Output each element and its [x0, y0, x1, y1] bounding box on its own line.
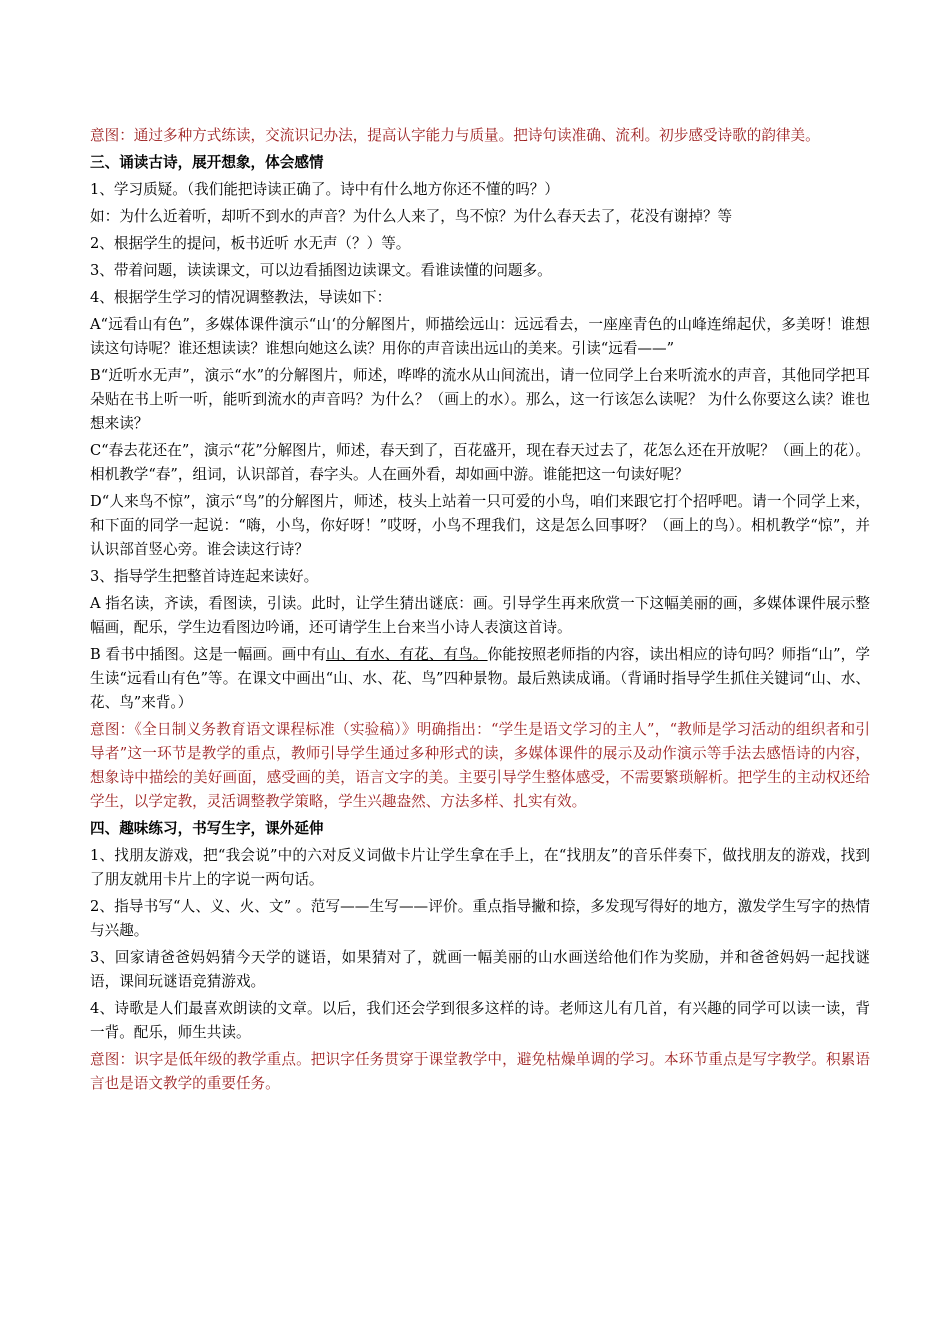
body-paragraph: 2、指导书写“人、义、火、文” 。范写——生写——评价。重点指导撇和捺，多发现写得好的地方，激发学生写字的热情与兴趣。	[90, 898, 870, 939]
body-paragraph: D“人来鸟不惊”，演示“鸟”的分解图片，师述，枝头上站着一只可爱的小鸟，咱们来跟它打个招呼吧。请一个同学上来，和下面的同学一起说：“嗨，小鸟，你好呀！”哎呀，小鸟不理我们，这是怎么回事呀？（画上的鸟）。相机教学“惊”，并认识部首竖心旁。谁会读这行诗？	[90, 493, 870, 558]
intent-paragraph: 意图：《全日制义务教育语文课程标准（实验稿）》明确指出：“学生是语文学习的主人”，“教师是学习活动的组织者和引导者”这一环节是教学的重点，教师引导学生通过多种形式的读，多媒体课件的展示及动作演示等手法去感悟诗的内容，想象诗中描绘的美好画面，感受画的美，语言文字的美。主要引导学生整体感受，不需要繁琐解析。把学生的主动权还给学生，以学定教，灵活调整教学策略，学生兴趣盎然、方法多样、扎实有效。	[90, 721, 870, 810]
section-heading: 四、趣味练习，书写生字，课外延伸	[90, 820, 324, 837]
text-run: B 看书中插图。这是一幅画。画中有	[90, 646, 326, 663]
body-paragraph: C“春去花还在”，演示“花”分解图片，师述，春天到了，百花盛开，现在春天过去了，花怎么还在开放呢？（画上的花）。相机教学“春”，组词，认识部首，春字头。人在画外看，却如画中游。谁能把这一句读好呢？	[90, 442, 870, 483]
body-paragraph: 2、根据学生的提问，板书近听 水无声（？）等。	[90, 235, 411, 252]
body-paragraph: 3、带着问题，读读课文，可以边看插图边读课文。看谁读懂的问题多。	[90, 262, 552, 279]
body-paragraph: 4、诗歌是人们最喜欢朗读的文章。以后，我们还会学到很多这样的诗。老师这儿有几首，有兴趣的同学可以读一读，背一背。配乐，师生共读。	[90, 1000, 870, 1041]
intent-paragraph: 意图：通过多种方式练读，交流识记办法，提高认字能力与质量。把诗句读准确、流利。初步感受诗歌的韵律美。	[90, 127, 820, 144]
text-run: 你能按照老师指的内容，读出相应的诗句吗？师指“山”，学生读“远看山有色”等。在课文中画出“山、水、花、鸟”四种景物。最后熟读成诵。（背诵时指导学生抓住关键词“山、水、花、鸟”来背。）	[90, 646, 870, 711]
body-paragraph: 1、找朋友游戏，把“我会说”中的六对反义词做卡片让学生拿在手上，在“找朋友”的音乐伴奏下，做找朋友的游戏，找到了朋友就用卡片上的字说一两句话。	[90, 847, 870, 888]
body-paragraph: B“近听水无声”，演示“水”的分解图片，师述，哗哗的流水从山间流出，请一位同学上台来听流水的声音，其他同学把耳朵贴在书上听一听，能听到流水的声音吗？为什么？（画上的水）。那么，这一行该怎么读呢？ 为什么你要这么读？谁也想来读？	[90, 367, 870, 432]
body-paragraph: A 指名读，齐读，看图读，引读。此时，让学生猜出谜底：画。引导学生再来欣赏一下这幅美丽的画，多媒体课件展示整幅画，配乐，学生边看图边吟诵，还可请学生上台来当小诗人表演这首诗。	[90, 595, 870, 636]
underlined-text: 山、有水、有花、有鸟。	[325, 646, 488, 663]
body-paragraph: 1、学习质疑。（我们能把诗读正确了。诗中有什么地方你还不懂的吗？）	[90, 181, 559, 198]
document-page	[90, 124, 870, 1099]
body-paragraph: 如：为什么近着听，却听不到水的声音？为什么人来了，鸟不惊？为什么春天去了，花没有谢掉？等	[90, 208, 733, 225]
intent-paragraph: 意图：识字是低年级的教学重点。把识字任务贯穿于课堂教学中，避免枯燥单调的学习。本环节重点是写字教学。积累语言也是语文教学的重要任务。	[90, 1051, 870, 1092]
section-heading: 三、诵读古诗，展开想象，体会感情	[90, 154, 324, 171]
body-paragraph: 3、指导学生把整首诗连起来读好。	[90, 568, 319, 585]
body-paragraph: 3、回家请爸爸妈妈猜今天学的谜语，如果猜对了，就画一幅美丽的山水画送给他们作为奖励，并和爸爸妈妈一起找谜语，课间玩谜语竞猜游戏。	[90, 949, 870, 990]
body-paragraph: A“远看山有色”，多媒体课件演示“山‘的分解图片，师描绘远山：远远看去，一座座青色的山峰连绵起伏，多美呀！谁想读这句诗呢？谁还想读读？谁想向她这么读？用你的声音读出远山的美来。引读“远看——”	[90, 316, 870, 357]
body-paragraph: 4、根据学生学习的情况调整教法，导读如下：	[90, 289, 392, 306]
body-paragraph	[90, 643, 870, 715]
